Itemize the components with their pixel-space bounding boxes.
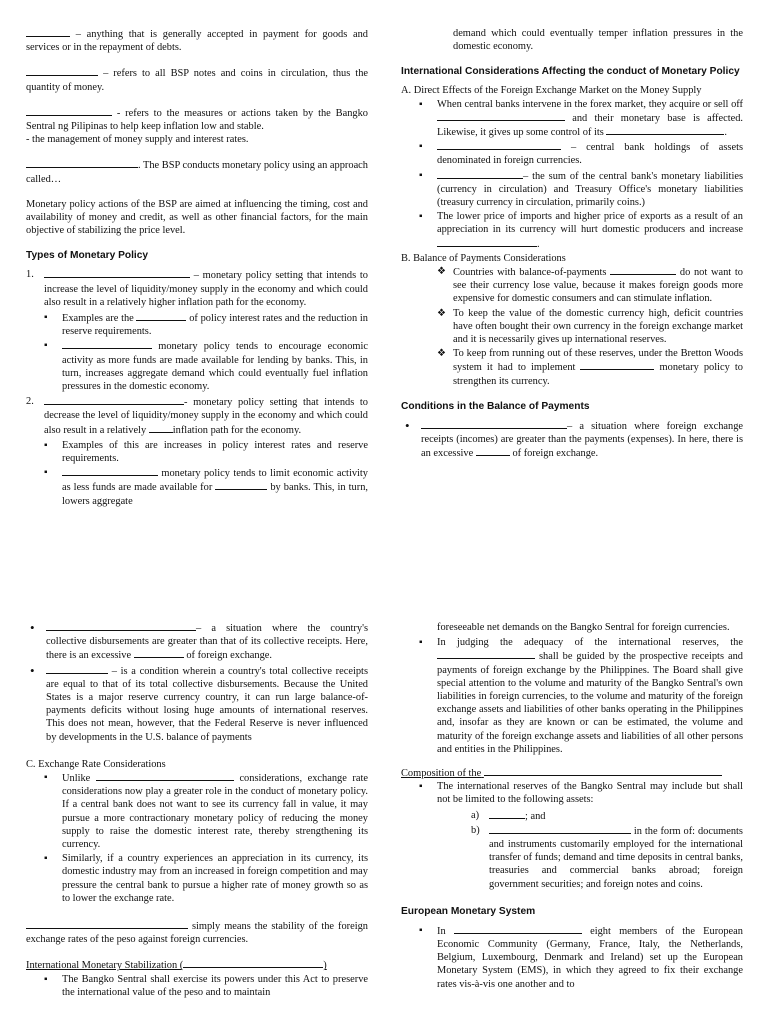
heading-types-of-monetary-policy: Types of Monetary Policy — [26, 250, 149, 262]
ims-heading: International Monetary Stabilization ( ) — [26, 960, 327, 972]
answer-blank[interactable] — [62, 466, 158, 476]
answer-blank[interactable] — [215, 480, 267, 490]
column-top-right — [401, 27, 743, 461]
bsp-aims-paragraph: Monetary policy actions of the BSP are aimed at influencing the timing, cost and availability of money and credit, as well as other financial factors, for the main objective of stabilizing the price level. — [26, 198, 368, 237]
column-top-left — [26, 27, 368, 509]
definition-monetary-policy: - refers to the measures or actions taken by the Bangko Sentral ng Pilipinas to help keep inflation low and stable. — [26, 107, 368, 133]
list-item: ▪ The Bangko Sentral shall exercise its powers under this Act to preserve the international value of the peso and to maintain — [62, 973, 368, 999]
list-item: • – is a condition wherein a country's total collective receipts are equal to that of its total collective disbursements. Because the United States is a major reserve currency country, it can run large balance-of-payments deficits without losing huge amounts of international reserves. This does not mean, however, that the Federal Reserve is never influenced by developments in the U.S. balance of payments — [46, 664, 368, 744]
heading-international-considerations: International Considerations Affecting the conduct of Monetary Policy — [401, 66, 740, 78]
answer-blank[interactable] — [96, 771, 234, 781]
answer-blank[interactable] — [580, 360, 654, 370]
definition-money: – anything that is generally accepted in payment for goods and services or in the repayment of debts. — [26, 29, 368, 54]
list-item: ▪ – central bank holdings of assets denominated in foreign currencies. — [437, 140, 743, 167]
answer-blank[interactable] — [136, 311, 186, 321]
answer-blank[interactable] — [44, 268, 190, 278]
list-item: ▪ Similarly, if a country experiences an appreciation in its currency, its domestic industry may from an increased in foreign competition and may pressure the central bank to pursue a higher rate of money growth so as to lower the exchange rate. — [62, 852, 368, 905]
list-item: ▪ The lower price of imports and higher price of exports as a result of an appreciation in its currency will hurt domestic producers and increase . — [437, 210, 743, 251]
list-item: ▪ The international reserves of the Bangko Sentral may include but shall not be limited to the following assets: — [437, 780, 743, 806]
list-item: ❖ Countries with balance-of-payments do not want to see their currency lose value, because it makes foreign goods more expensive for domestic consumers and can stimulate inflation. — [453, 265, 743, 306]
list-item: ▪ Unlike considerations, exchange rate considerations now play a greater role in the conduct of monetary policy. If a central bank does not want to see its currency fall in value, it may pursue a more contractionary monetary policy of reducing the money supply to raise the domestic interest rate, thereby strengthening its currency. — [62, 771, 368, 851]
list-item: ▪ monetary policy tends to limit economic activity as less funds are made available for by banks. This, in turn, lowers aggregate — [62, 466, 368, 508]
bop-conditions-list — [26, 621, 368, 744]
answer-blank[interactable] — [489, 824, 631, 834]
continued-text: foreseeable net demands on the Bangko Sentral for foreign currencies. — [437, 622, 730, 633]
section-b-label: B. Balance of Payments Considerations — [401, 252, 566, 264]
conditions-list — [401, 419, 743, 461]
answer-blank[interactable] — [62, 339, 152, 349]
answer-blank[interactable] — [183, 958, 323, 968]
ims-list — [26, 973, 368, 999]
heading-conditions-bop: Conditions in the Balance of Payments — [401, 400, 590, 412]
answer-blank[interactable] — [149, 423, 173, 433]
answer-blank[interactable] — [26, 66, 98, 76]
answer-blank[interactable] — [26, 158, 138, 168]
adequacy-list — [401, 636, 743, 756]
section-c-list — [26, 771, 368, 905]
contractionary-sublist — [26, 439, 368, 508]
definition-monetary-policy-2: - the management of money supply and interest rates. — [26, 134, 249, 146]
list-item: ▪ In judging the adequacy of the international reserves, the shall be guided by the prospective receipts and payments of foreign exchange by the Philippines. The Board shall give special attention to the volume and maturity of the Bangko Sentral's own liabilities in foreign currencies, to the volume and maturity of the foreign exchange assets and liabilities of other banks operating in the Philippines and, insofar as they are known or can be estimated, the volume and maturity of the foreign exchange assets and liabilities of all other persons and entities in the Philippines. — [437, 636, 743, 756]
answer-blank[interactable] — [134, 648, 184, 658]
continued-text: demand which could eventually temper inflation pressures in the domestic economy. — [453, 28, 743, 53]
answer-blank[interactable] — [421, 419, 567, 429]
answer-blank[interactable] — [26, 919, 188, 929]
approach-paragraph: . The BSP conducts monetary policy using an approach called… — [26, 160, 368, 185]
list-item-b: b) in the form of: documents and instruments customarily employed for the international transfer of funds; demand and time deposits in central banks, treasuries and commercial banks abroad; foreign government securities; and foreign notes and coins. — [471, 824, 743, 890]
answer-blank[interactable] — [489, 809, 525, 819]
answer-blank[interactable] — [44, 395, 184, 405]
composition-list — [401, 780, 743, 806]
ems-list — [401, 924, 743, 991]
answer-blank[interactable] — [46, 621, 196, 631]
list-item: ❖ To keep from running out of these reserves, under the Bretton Woods system it had to implement monetary policy to strengthen its currency. — [453, 347, 743, 388]
answer-blank[interactable] — [437, 140, 561, 150]
definition-currency: – refers to all BSP notes and coins in circulation, thus the quantity of money. — [26, 68, 368, 93]
answer-blank[interactable] — [437, 649, 535, 659]
section-c-label: C. Exchange Rate Considerations — [26, 758, 166, 770]
answer-blank[interactable] — [476, 446, 510, 456]
answer-blank[interactable] — [484, 766, 722, 776]
answer-blank[interactable] — [437, 111, 565, 121]
list-item-a: a) ; and — [471, 809, 546, 822]
composition-heading: Composition of the — [401, 766, 743, 780]
section-b-list — [401, 265, 743, 388]
answer-blank[interactable] — [437, 237, 537, 247]
list-item: ▪ In eight members of the European Economic Community (Germany, France, Italy, the Netherlands, Belgium, Luxembourg, Denmark and Ireland) set up the European Monetary System (EMS), in which they agreed to fix their exchange rates vis-à-vis one another and to — [437, 924, 743, 991]
list-item: ▪ monetary policy tends to encourage economic activity as more funds are made available for lending by banks. This, in turn, increases aggregate demand which could eventually fuel inflation pressures in the domestic economy. — [62, 339, 368, 393]
answer-blank[interactable] — [606, 125, 724, 135]
list-item: ▪ Examples are the of policy interest rates and the reduction in reserve requirements. — [62, 311, 368, 338]
section-a-list — [401, 98, 743, 251]
list-item: ❖ To keep the value of the domestic currency high, deficit countries have often bought their own currency in the foreign exchange market and it is necessarily gives up international reserves. — [453, 307, 743, 347]
answer-blank[interactable] — [46, 664, 108, 674]
heading-european-monetary-system: European Monetary System — [401, 905, 536, 917]
list-item-expansionary: 1. – monetary policy setting that intends to increase the level of liquidity/money supply in the economy and which could also result in a relatively higher inflation path for the economy. — [26, 269, 368, 308]
list-item: ▪ When central banks intervene in the forex market, they acquire or sell off and their monetary base is affected. Likewise, it gives up some control of its . — [437, 98, 743, 140]
list-item: • – a situation where foreign exchange receipts (incomes) are greater than the payments (expenses). In here, there is an excessive of foreign exchange. — [421, 419, 743, 461]
answer-blank[interactable] — [26, 106, 112, 116]
answer-blank[interactable] — [454, 924, 582, 934]
stability-paragraph: simply means the stability of the foreign exchange rates of the peso against foreign currencies. — [26, 921, 368, 946]
column-bottom-left — [26, 621, 368, 1000]
list-item: ▪ Examples of this are increases in policy interest rates and reserve requirements. — [62, 439, 368, 465]
list-item: ▪ – the sum of the central bank's monetary liabilities (currency in circulation) and Treasury Office's monetary liabilities (treasury currency in circulation, primarily coins.) — [437, 169, 743, 210]
column-bottom-right — [401, 621, 743, 992]
list-item: • – a situation where the country's collective disbursements are greater than that of its collective receipts. Here, there is an excessive of foreign exchange. — [46, 621, 368, 663]
section-a-label: A. Direct Effects of the Foreign Exchange Market on the Money Supply — [401, 85, 702, 97]
composition-sublist — [471, 809, 743, 891]
expansionary-sublist — [26, 311, 368, 393]
answer-blank[interactable] — [437, 169, 523, 179]
answer-blank[interactable] — [610, 265, 676, 275]
answer-blank[interactable] — [26, 27, 70, 37]
list-item-contractionary: 2. - monetary policy setting that intends to decrease the level of liquidity/money supply in the economy and which could also result in a relatively inflation path for the economy. — [26, 396, 368, 436]
